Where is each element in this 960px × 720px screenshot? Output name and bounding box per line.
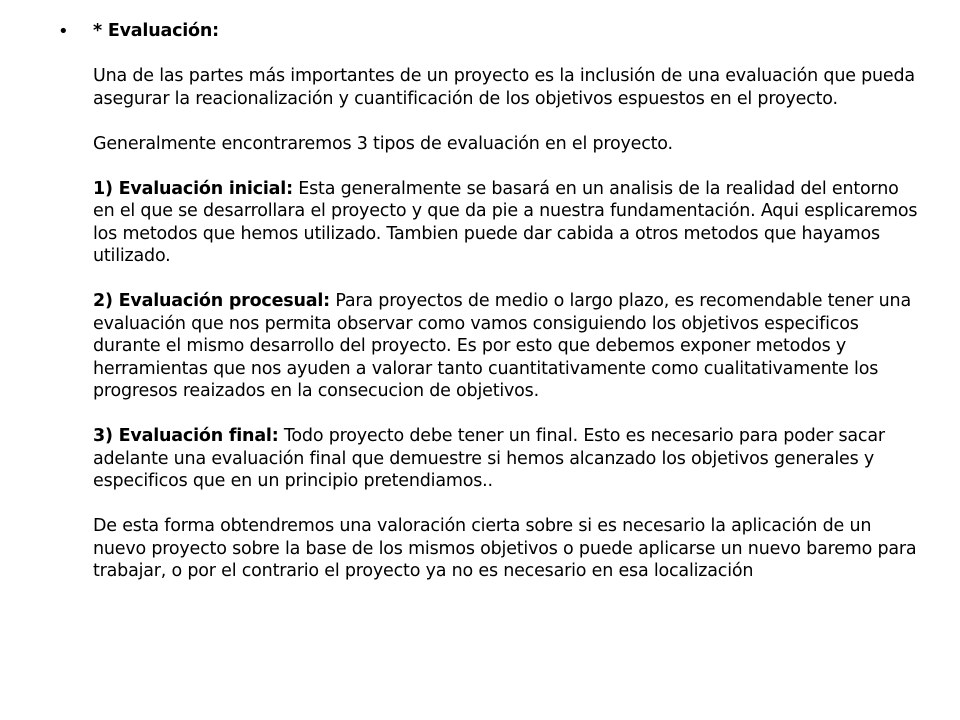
evaluation-item-procesual — [93, 290, 919, 403]
intro-paragraph: Una de las partes más importantes de un proyecto es la inclusión de una evaluación que pueda asegurar la reacionalización y cuantificación de los objetivos espuestos en el proyecto. — [93, 66, 915, 109]
evaluation-item-final — [93, 425, 919, 493]
conclusion-paragraph: De esta forma obtendremos una valoración cierta sobre si es necesario la aplicación de un nuevo proyecto sobre la base de los mismos objetivos o puede aplicarse un nuevo baremo para trabajar, o por el contrario el proyecto ya no es necesario en esa localización — [93, 516, 917, 581]
evaluation-item-label: 1) Evaluación inicial: — [93, 178, 293, 199]
evaluation-item-text: Todo proyecto debe tener un final. Esto es necesario para poder sacar adelante una evaluación final que demuestre si hemos alcanzado los objetivos generales y especificos que en un principio pretendiamos.. — [93, 426, 885, 491]
evaluation-item-initial — [93, 178, 919, 268]
evaluation-item-label: 2) Evaluación procesual: — [93, 291, 330, 311]
bullet-marker: • — [58, 21, 69, 42]
evaluation-item-text: Esta generalmente se basará en un analisis de la realidad del entorno en el que se desarrollara el proyecto y que da pie a nuestra fundamentación. Aqui esplicaremos los metodos que hemos utilizado. Tambien puede dar cabida a otros metodos que hayamos utilizado. — [93, 178, 918, 266]
evaluation-item-text: Para proyectos de medio o largo plazo, es recomendable tener una evaluación que nos permita observar como vamos consiguiendo los objetivos especificos durante el mismo desarrollo del proyecto. Es por esto que debemos exponer metodos y herramientas que nos ayuden a valorar tanto cuantitativamente como cualitativamente los progresos reaizados en la consecucion de objetivos. — [93, 291, 911, 401]
summary-paragraph: Generalmente encontraremos 3 tipos de evaluación en el proyecto. — [93, 133, 673, 154]
section-heading: * Evaluación: — [93, 21, 219, 41]
bullet-content — [93, 20, 919, 583]
evaluation-item-label: 3) Evaluación final: — [93, 426, 279, 446]
